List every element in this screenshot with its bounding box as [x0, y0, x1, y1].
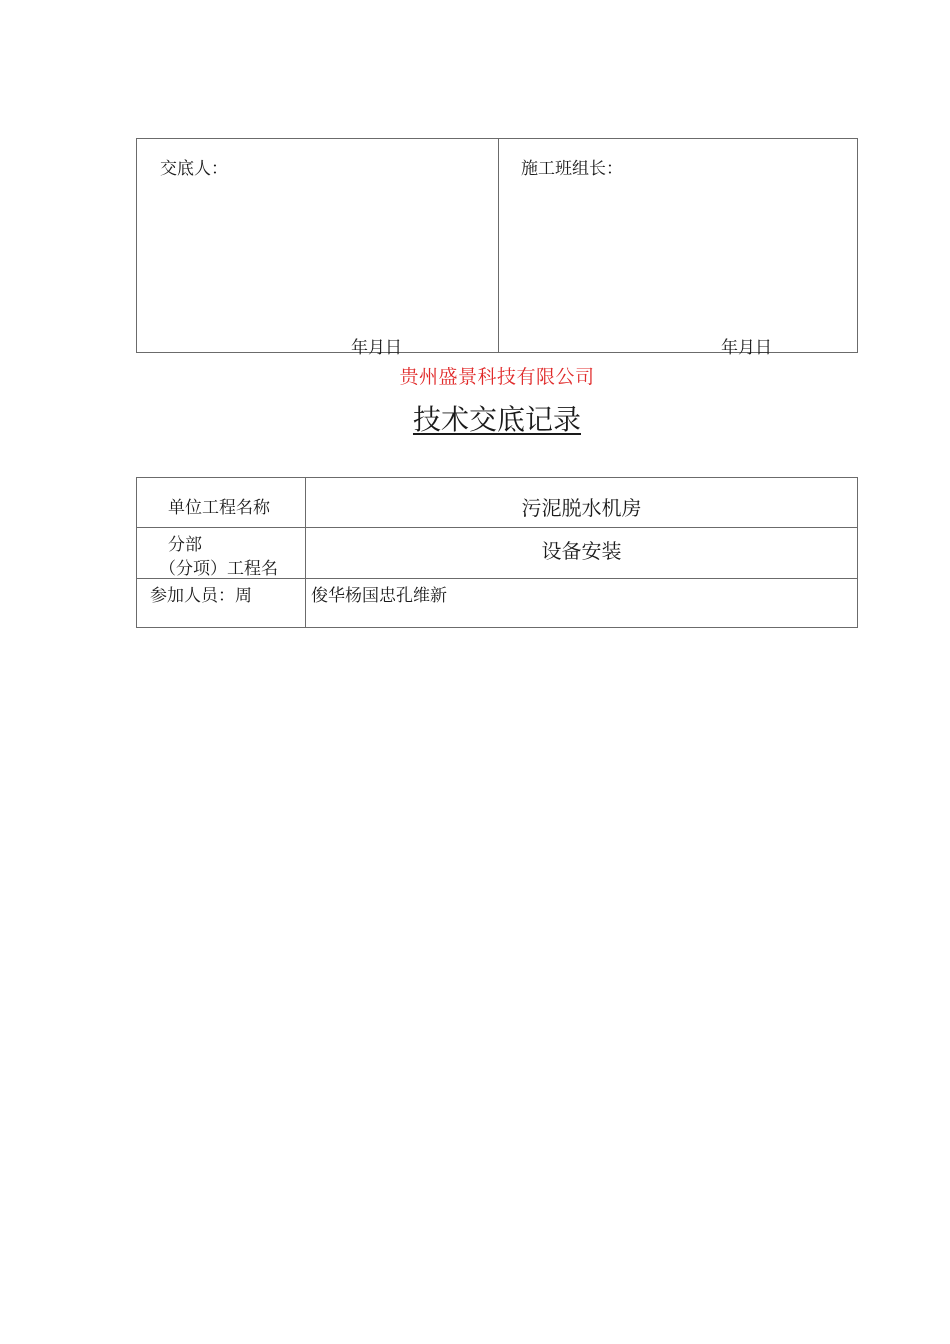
subproject-label-line1: 分部	[168, 535, 202, 555]
team-leader-date: 年月日	[721, 338, 772, 358]
table-row-divider	[137, 527, 857, 528]
company-name: 贵州盛景科技有限公司	[399, 366, 595, 388]
subproject-label-line2: （分项）工程名	[159, 559, 278, 579]
project-name-value: 污泥脱水机房	[521, 496, 642, 520]
team-leader-label: 施工班组长：	[521, 159, 623, 179]
signature-box	[136, 138, 858, 358]
signature-divider	[498, 139, 499, 352]
discloser-date: 年月日	[351, 338, 402, 358]
participants-label: 参加人员：周	[150, 586, 252, 606]
participants-value: 俊华杨国忠孔维新	[311, 586, 447, 606]
discloser-label: 交底人：	[160, 159, 228, 179]
project-name-label: 单位工程名称	[168, 498, 270, 518]
subproject-value: 设备安装	[541, 539, 622, 563]
info-table	[136, 477, 858, 628]
page-title: 技术交底记录	[412, 403, 581, 436]
